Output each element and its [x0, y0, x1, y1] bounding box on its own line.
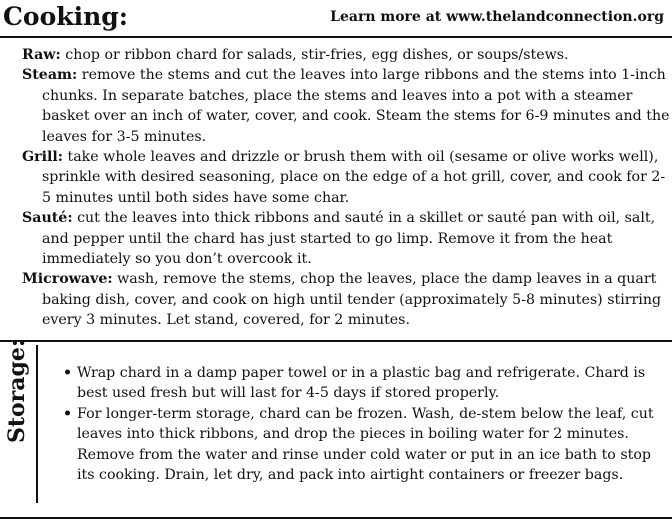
storage-item-text: For longer-term storage, chard can be frozen. Wash, de-stem below the leaf, cut leaves into thick ribbons, and drop the pieces in boiling water for 2 minutes. Remove from the water and rinse under cold water or put in an ice bath to stop its cooking. Drain, let dry, and pack into airtight containers or freezer bags.: [77, 405, 654, 484]
method-microwave: [22, 269, 670, 330]
bottom-divider: [0, 517, 672, 519]
method-name: Microwave:: [22, 271, 113, 288]
method-saute: [22, 208, 670, 269]
method-name: Sauté:: [22, 210, 73, 227]
storage-title: Storage:: [4, 338, 30, 444]
storage-divider: [0, 340, 672, 342]
storage-item: [45, 363, 667, 404]
method-name: Steam:: [22, 67, 78, 84]
storage-vertical-rule: [36, 345, 38, 503]
storage-item: [45, 404, 667, 486]
cooking-title: Cooking:: [3, 2, 128, 31]
method-text: wash, remove the stems, chop the leaves, place the damp leaves in a quart baking dish, cover, and cook on high until tender (approximately 5-8 minutes) stirring every 3 minutes. Let stand, covered, for 2 minutes.: [42, 271, 662, 329]
method-grill: [22, 147, 670, 208]
bullet-icon: •: [63, 405, 73, 422]
storage-list: [45, 363, 667, 485]
cooking-methods: [22, 45, 670, 331]
cooking-header: [0, 0, 672, 38]
method-text: take whole leaves and drizzle or brush them with oil (sesame or olive works well), sprinkle with desired seasoning, place on the edge of a hot grill, cover, and cook for 2-5 minutes until both sides have some char.: [42, 149, 666, 206]
method-text: cut the leaves into thick ribbons and sauté in a skillet or sauté pan with oil, salt, and pepper until the chard has just started to go limp. Remove it from the heat immediately so you don’t overcook it.: [42, 210, 656, 268]
method-name: Raw:: [22, 47, 61, 63]
method-steam: [22, 65, 670, 147]
bullet-icon: •: [63, 365, 73, 381]
method-text: remove the stems and cut the leaves into large ribbons and the stems into 1-inch chunks. In separate batches, place the stems and leaves into a pot with a steamer basket over an inch of water, cover, and cook. Steam the stems for 6-9 minutes and the leaves for 3-5 minutes.: [42, 67, 670, 145]
storage-title-area: [0, 338, 34, 444]
learn-more-link[interactable]: Learn more at www.thelandconnection.org: [330, 9, 664, 25]
method-name: Grill:: [22, 149, 63, 166]
method-text: chop or ribbon chard for salads, stir-fries, egg dishes, or soups/stews.: [60, 47, 569, 63]
storage-item-text: Wrap chard in a damp paper towel or in a plastic bag and refrigerate. Chard is best used fresh but will last for 4-5 days if stored properly.: [77, 365, 646, 402]
method-raw: [22, 45, 670, 65]
